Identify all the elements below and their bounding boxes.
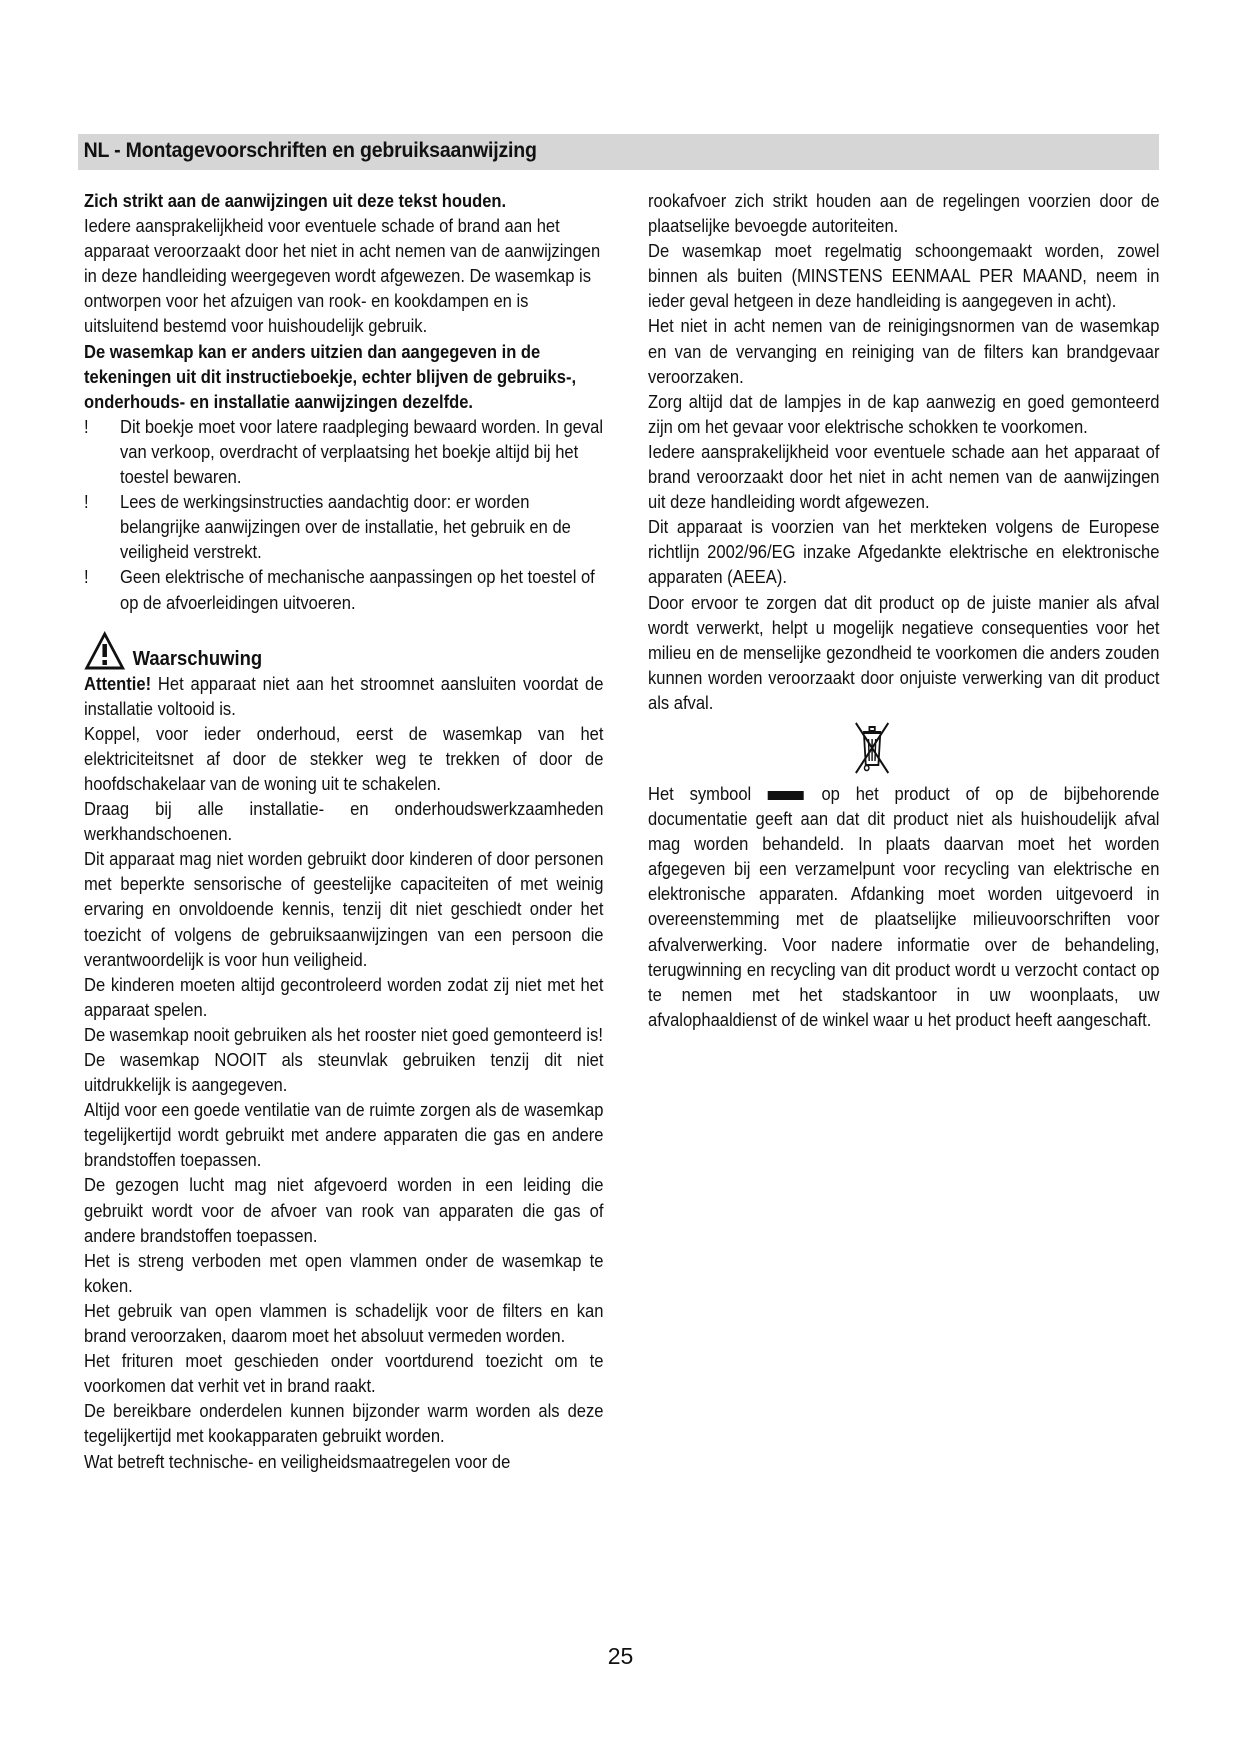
- paragraph: Zorg altijd dat de lampjes in de kap aanwezig en goed gemonteerd zijn om het gevaar voor elektrische schokken te voorkomen.: [648, 390, 1160, 437]
- right-column: [648, 188, 1160, 1032]
- paragraph: rookafvoer zich strikt houden aan de regelingen voorzien door de plaatselijke bevoegde autoriteiten.: [648, 190, 1160, 237]
- paragraph: Dit apparaat is voorzien van het merkteken volgens de Europese richtlijn 2002/96/EG inzake Afgedankte elektrische en elektronische apparaten (AEEA).: [648, 516, 1160, 588]
- page-number: 25: [607, 1643, 634, 1669]
- paragraph: Dit apparaat mag niet worden gebruikt door kinderen of door personen met beperkte sensorische of geestelijke capaciteiten of met weinig ervaring en onvoldoende kennis, tenzij dit niet geschiedt onder het toezicht of volgens de gebruiksaanwijzingen van een persoon die verantwoordelijk is voor hun veiligheid.: [84, 848, 604, 970]
- paragraph: Altijd voor een goede ventilatie van de ruimte zorgen als de wasemkap tegelijkertijd wordt gebruikt met andere apparaten die gas en andere brandstoffen toepassen.: [84, 1099, 604, 1171]
- intro-paragraph: Iedere aansprakelijkheid voor eventuele schade of brand aan het apparaat veroorzaakt door het niet in acht nemen van de aanwijzingen in deze handleiding weergegeven wordt afgewezen. De wasemkap is ontworpen voor het afzuigen van rook- en kookdampen en is uitsluitend bestemd voor huishoudelijk gebruik.: [84, 215, 601, 337]
- list-item: ! Dit boekje moet voor latere raadpleging bewaard worden. In geval van verkoop, overdracht of verplaatsing het boekje altijd bij het toestel bewaren.: [84, 415, 604, 488]
- warning-heading: [84, 631, 603, 671]
- section-header-bar: [78, 134, 1159, 170]
- warning-triangle-icon: [84, 631, 125, 671]
- paragraph: Het is streng verboden met open vlammen onder de wasemkap te koken.: [84, 1249, 604, 1296]
- symbol-paragraph: Het symbool op het product of op de bijbehorende documentatie geeft aan dat dit product niet als huishoudelijk afval mag worden behandeld. In plaats daarvan moet het worden afgegeven bij een verzamelpunt voor recycling van elektrische en elektronische apparaten. Afdanking moet worden uitgevoerd in overeenstemming met de plaatselijke milieuvoorschriften voor afvalverwerking. Voor nadere informatie over de behandeling, terugwinning en recycling van dit product wordt u verzocht contact op te nemen met het stadskantoor in uw woonplaats, uw afvalophaaldienst of de winkel waar u het product heeft aangeschaft.: [648, 782, 1160, 1030]
- paragraph: Het niet in acht nemen van de reinigingsnormen van de wasemkap en van de vervanging en reiniging van de filters kan brandgevaar veroorzaken.: [648, 315, 1160, 387]
- paragraph: De wasemkap NOOIT als steunvlak gebruiken tenzij dit niet uitdrukkelijk is aangegeven.: [84, 1049, 604, 1096]
- weee-symbol: [648, 721, 1159, 777]
- paragraph: Iedere aansprakelijkheid voor eventuele schade aan het apparaat of brand veroorzaakt door het niet in acht nemen van de aanwijzingen uit deze handleiding wordt afgewezen.: [648, 440, 1160, 513]
- paragraph: De bereikbare onderdelen kunnen bijzonder warm worden als deze tegelijkertijd met kookapparaten gebruikt worden.: [84, 1400, 604, 1447]
- paragraph: Het gebruik van open vlammen is schadelijk voor de filters en kan brand veroorzaken, daarom moet het absoluut vermeden worden.: [84, 1299, 604, 1347]
- paragraph: Wat betreft technische- en veiligheidsmaatregelen voor de: [84, 1450, 511, 1472]
- paragraph: De wasemkap nooit gebruiken als het rooster niet goed gemonteerd is!: [84, 1023, 603, 1045]
- intro-heading: Zich strikt aan de aanwijzingen uit deze tekst houden.: [84, 190, 507, 211]
- paragraph: Door ervoor te zorgen dat dit product op de juiste manier als afval wordt verwerkt, helpt u mogelijk negatieve consequenties voor het milieu en de menselijke gezondheid te voorkomen die anders zouden kunnen worden veroorzaakt door onjuiste verwerking van dit product als afval.: [648, 591, 1160, 713]
- attention-paragraph: Attentie! Het apparaat niet aan het stroomnet aansluiten voordat de installatie voltooid is.: [84, 672, 604, 719]
- black-bar-symbol: [767, 791, 803, 800]
- list-item: ! Geen elektrische of mechanische aanpassingen op het toestel of op de afvoerleidingen uitvoeren.: [84, 566, 595, 613]
- left-column: [84, 188, 604, 1474]
- paragraph: De kinderen moeten altijd gecontroleerd worden zodat zij niet met het apparaat spelen.: [84, 973, 604, 1020]
- paragraph: De gezogen lucht mag niet afgevoerd worden in een leiding die gebruikt wordt voor de afvoer van rook van apparaten die gas of andere brandstoffen toepassen.: [84, 1174, 604, 1246]
- warning-title: Waarschuwing: [132, 646, 263, 670]
- paragraph: Koppel, voor ieder onderhoud, eerst de wasemkap van het elektriciteitsnet af door de stekker weg te trekken of door de hoofdschakelaar van de woning uit te schakelen.: [84, 722, 604, 794]
- list-item: ! Lees de werkingsinstructies aandachtig door: er worden belangrijke aanwijzingen over de installatie, het gebruik en de veiligheid verstrekt.: [84, 491, 571, 563]
- page-title: NL - Montagevoorschriften en gebruiksaanwijzing: [83, 139, 537, 162]
- appearance-note: De wasemkap kan er anders uitzien dan aangegeven in de tekeningen uit dit instructieboekje, echter blijven de gebruiks-, onderhouds- en installatie aanwijzingen dezelfde.: [84, 340, 577, 412]
- crossed-out-wheelie-bin-icon: [851, 721, 894, 777]
- paragraph: Het frituren moet geschieden onder voortdurend toezicht om te voorkomen dat verhit vet in brand raakt.: [84, 1350, 604, 1397]
- paragraph: De wasemkap moet regelmatig schoongemaakt worden, zowel binnen als buiten (MINSTENS EENMAAL PER MAAND, neem in ieder geval hetgeen in deze handleiding is aangegeven in acht).: [648, 240, 1160, 312]
- paragraph: Draag bij alle installatie- en onderhoudswerkzaamheden werkhandschoenen.: [84, 798, 604, 845]
